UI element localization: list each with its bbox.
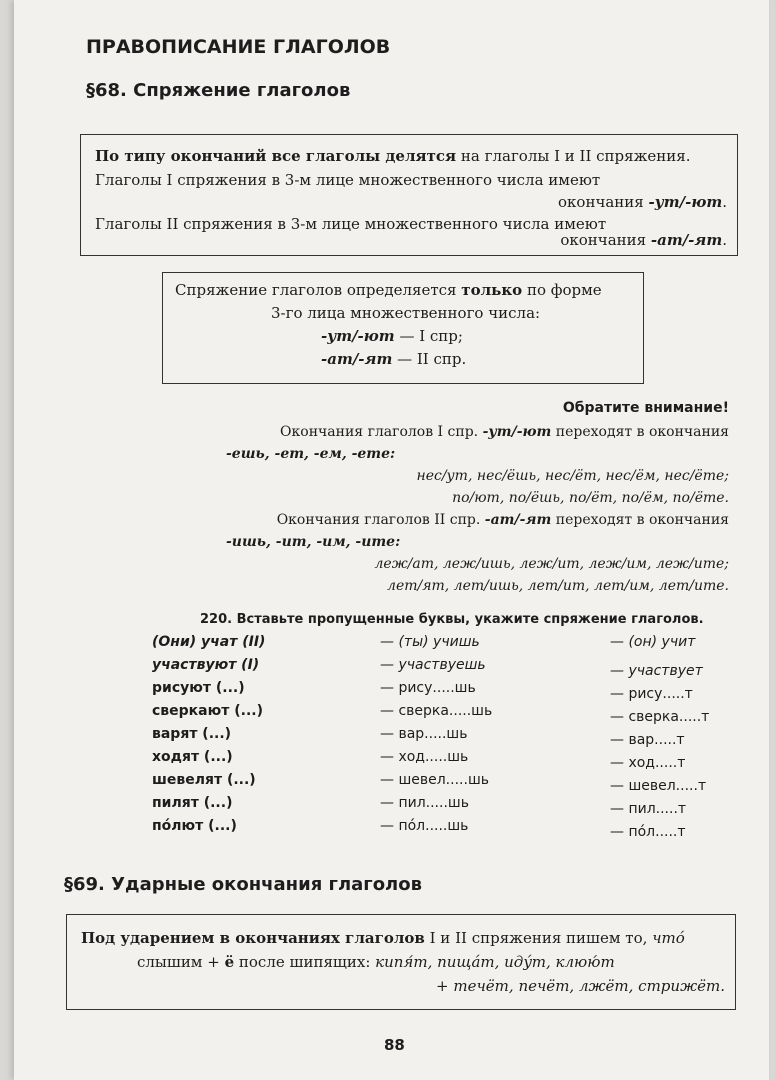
exercise-verb-3sg: — пóл.....т — [610, 824, 686, 840]
ending-label: -ат/-ят — [321, 350, 393, 368]
ending-label: -ут/-ют — [321, 327, 395, 345]
rule-line: Глаголы I спряжения в 3-м лице множественного числа имеют — [95, 171, 601, 189]
page-number: 88 — [384, 1036, 405, 1054]
exercise-verb-2sg: — (ты) учишь — [380, 634, 480, 650]
textbook-page: ПРАВОПИСАНИЕ ГЛАГОЛОВ §68. Спряжение глаголов По типу окончаний все глаголы делятся на глаголы I и II спряжения. Глаголы I спряжения в 3-м лице множественного числа имеют окончания -ут/-ют. Глаголы II спряжения в 3-м лице множественного числа имеют окончания -ат/-ят. Спряжение глаголов определяется только по форме 3-го лица множественного числа: -ут/-ют — I спр; -ат/-ят — II спр. Обратите внимание! Окончания глаголов I спр. -ут/-ют переходят в окончания -ешь, -ет, -ем, -ете: нес/ут, нес/ёшь, нес/ёт, нес/ём, нес/ёте; по/ют, по/ёшь, по/ёт, по/ём, по/ёте. Окончания глаголов II спр. -ат/-ят переходят в окончания -ишь, -ит, -им, -ите: леж/ат, леж/ишь, леж/ит, леж/им, леж/ите; лет/ят, лет/ишь, лет/ит, лет/им, лет/ите. 220. Вставьте пропущенные буквы, укажите спряжение глаголов. (Они) учат (II) — (ты) учишь — (он) учит участвуют (I) — участвуешь — участвует рисуют (...) — рису.....шь — рису.....т сверкают (...) — сверка.....шь — сверка.....т варят (...) — вар.....шь — вар.....т ходят (...) — ход.....шь — ход.....т шевелят (...) — шевел.....шь — шевел.....т пилят (...) — пил.....шь — пил.....т пóлют (...) — пóл.....шь — пóл.....т §69. Ударные окончания глаголов Под ударением в окончаниях глаголов I и II спряжения пишем то, чтó слышим + ё после шипящих: кипя́т, пищáт, идýт, клюю́т + течёт, печёт, лжёт, стрижёт. 88 — [14, 0, 769, 1080]
rule-emphasis: По типу окончаний все глаголы делятся — [95, 147, 457, 165]
exercise-verb-3sg: — пил.....т — [610, 801, 687, 817]
example-forms: лет/ят, лет/ишь, лет/ит, лет/им, лет/ите. — [387, 578, 729, 594]
page-heading: ПРАВОПИСАНИЕ ГЛАГОЛОВ — [86, 36, 391, 58]
rule-box-stressed-endings: Под ударением в окончаниях глаголов I и II спряжения пишем то, чтó слышим + ё после шипящих: кипя́т, пищáт, идýт, клюю́т + течёт, печёт, лжёт, стрижёт. — [66, 914, 736, 1010]
exercise-verb-2sg: — ход.....шь — [380, 749, 469, 765]
exercise-verb-2sg: — пóл.....шь — [380, 818, 469, 834]
endings-list: -ешь, -ет, -ем, -ете: — [226, 446, 396, 462]
exercise-verb-3sg: — ход.....т — [610, 755, 686, 771]
example-forms: по/ют, по/ёшь, по/ёт, по/ём, по/ёте. — [452, 490, 729, 506]
exercise-verb-2sg: — вар.....шь — [380, 726, 468, 742]
exercise-verb-2sg: — шевел.....шь — [380, 772, 489, 788]
exercise-verb-plural: варят (...) — [152, 726, 232, 742]
exercise-verb-2sg: — участвуешь — [380, 657, 486, 673]
rule-box-conjugation: По типу окончаний все глаголы делятся на глаголы I и II спряжения. Глаголы I спряжения в 3-м лице множественного числа имеют окончания -ут/-ют. Глаголы II спряжения в 3-м лице множественного числа имеют окончания -ат/-ят. — [80, 134, 738, 256]
example-forms: нес/ут, нес/ёшь, нес/ёт, нес/ём, нес/ёте; — [416, 468, 729, 484]
exercise-verb-3sg: — рису.....т — [610, 686, 693, 702]
rule-line: Глаголы II спряжения в 3-м лице множественного числа имеют — [95, 215, 607, 233]
section-68-title: §68. Спряжение глаголов — [86, 80, 351, 101]
exercise-title: 220. Вставьте пропущенные буквы, укажите спряжение глаголов. — [200, 612, 704, 627]
section-69-title: §69. Ударные окончания глаголов — [64, 874, 422, 895]
ending-label: -ат/-ят — [650, 231, 723, 249]
note-title: Обратите внимание! — [562, 400, 729, 416]
exercise-verb-plural: рисуют (...) — [152, 680, 245, 696]
exercise-verb-2sg: — сверка.....шь — [380, 703, 493, 719]
example-forms: леж/ат, леж/ишь, леж/ит, леж/им, леж/ите; — [374, 556, 729, 572]
exercise-verb-plural: пóлют (...) — [152, 818, 237, 834]
rule-line: 3-го лица множественного числа: — [271, 304, 541, 322]
exercise-verb-3sg: — (он) учит — [610, 634, 696, 650]
exercise-verb-plural: ходят (...) — [152, 749, 233, 765]
exercise-verb-plural: шевелят (...) — [152, 772, 256, 788]
exercise-verb-3sg: — вар.....т — [610, 732, 685, 748]
exercise-verb-2sg: — пил.....шь — [380, 795, 469, 811]
exercise-verb-plural: сверкают (...) — [152, 703, 263, 719]
exercise-verb-plural: (Они) учат (II) — [152, 634, 266, 650]
rule-emphasis: Под ударением в окончаниях глаголов — [81, 929, 425, 947]
endings-list: -ишь, -ит, -им, -ите: — [226, 534, 401, 550]
rule-emphasis: только — [461, 281, 523, 299]
exercise-verb-3sg: — участвует — [610, 663, 703, 679]
rule-box-definition: Спряжение глаголов определяется только по форме 3-го лица множественного числа: -ут/-ют — I спр; -ат/-ят — II спр. — [162, 272, 644, 384]
exercise-verb-3sg: — шевел.....т — [610, 778, 707, 794]
exercise-verb-3sg: — сверка.....т — [610, 709, 710, 725]
exercise-verb-2sg: — рису.....шь — [380, 680, 476, 696]
exercise-verb-plural: участвуют (I) — [152, 657, 260, 673]
exercise-verb-plural: пилят (...) — [152, 795, 233, 811]
ending-label: -ут/-ют — [648, 193, 723, 211]
